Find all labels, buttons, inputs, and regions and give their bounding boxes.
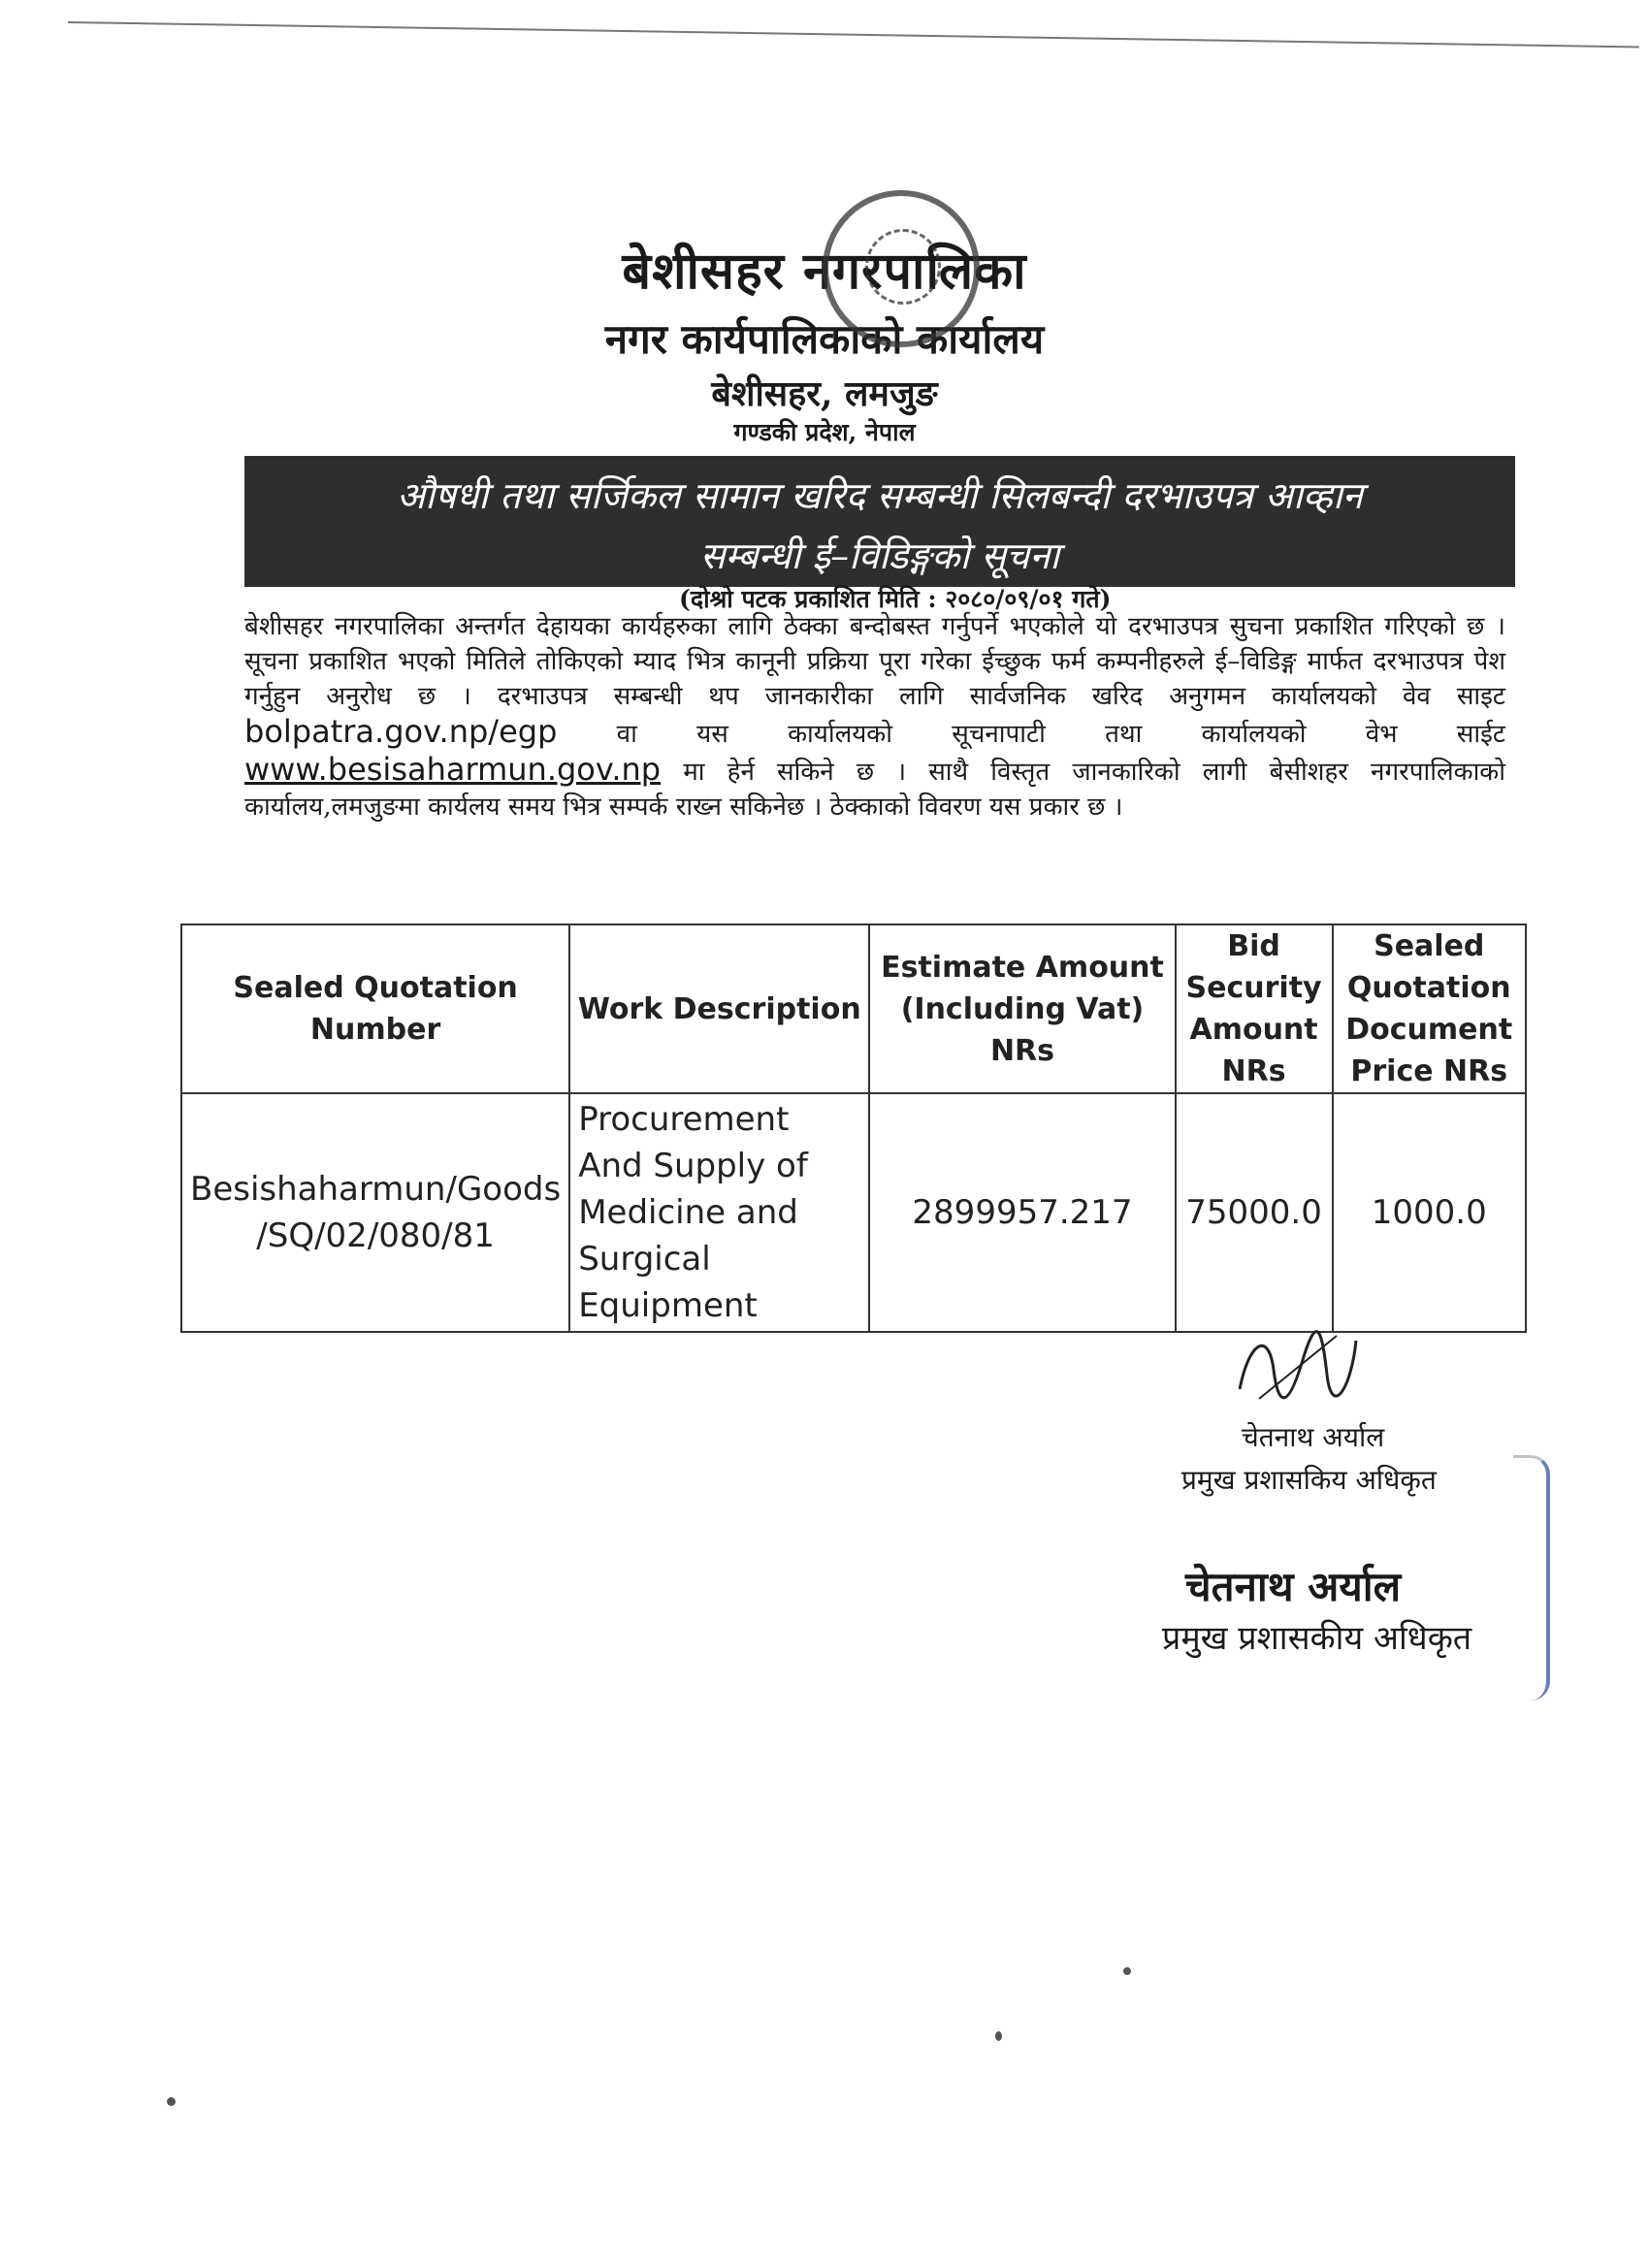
speck-mark (1123, 1967, 1131, 1975)
office-location: बेशीसहर, लमजुङ (711, 373, 938, 414)
table-row (181, 1093, 1526, 1332)
cell-bid-security: 75000.0 (1176, 1093, 1333, 1332)
signature-icon (1230, 1321, 1366, 1418)
table-header-row (181, 924, 1526, 1093)
banner-line-2: सम्बन्धी ई–विडिङ्गको सूचना (699, 535, 1060, 577)
stamp-bracket-mark (1513, 1455, 1550, 1701)
cell-estimate-amount: 2899957.217 (869, 1093, 1175, 1332)
office-name: नगर कार्यपालिकाको कार्यालय (604, 315, 1045, 363)
signatory-name: चेतनाथ अर्याल (1242, 1421, 1385, 1453)
top-edge-line (68, 21, 1639, 48)
province-name: गण्डकी प्रदेश, नेपाल (733, 418, 916, 446)
name-stamp: चेतनाथ अर्याल (1185, 1563, 1402, 1610)
cell-work-description: Procurement And Supply of Medicine and Surgical Equipment (569, 1093, 869, 1332)
header-bid-security: Bid Security Amount NRs (1176, 924, 1333, 1093)
notice-text-1: बेशीसहर नगरपालिका अन्तर्गत देहायका कार्यहरुका लागि ठेक्का बन्दोबस्त गर्नुपर्ने भएकोले यो दरभाउपत्र सुचना प्रकाशित गरिएको छ । सूचना प्रकाशित भएको मितिले तोकिएको म्याद भित्र कानूनी प्रक्रिया पूरा गरेका ईच्छुक फर्म कम्पनीहरुले ई–विडिङ्ग मार्फत दरभाउपत्र पेश गर्नुहुन अनुरोध छ । दरभाउपत्र सम्बन्धी थप जानकारीका लागि सार्वजनिक खरिद अनुगमन कार्यालयको वेव साइट (244, 612, 1505, 711)
header-estimate-amount: Estimate Amount (Including Vat) NRs (869, 924, 1175, 1093)
header-work-description: Work Description (569, 924, 869, 1093)
notice-body (244, 609, 1505, 825)
official-seal-icon (823, 190, 980, 347)
speck-mark (167, 2097, 176, 2106)
title-stamp: प्रमुख प्रशासकीय अधिकृत (1162, 1619, 1472, 1658)
header-document-price: Sealed Quotation Document Price NRs (1333, 924, 1527, 1093)
notice-text-3: मा हेर्न सकिने छ । साथै विस्तृत जानकारिको लागी बेसीशहर नगरपालिकाको कार्यालय,लमजुङमा कार्यलय समय भित्र सम्पर्क राख्न सकिनेछ । ठेक्काको विवरण यस प्रकार छ । (244, 758, 1505, 822)
cell-quotation-number: Besishaharmun/Goods /SQ/02/080/81 (181, 1093, 569, 1332)
bolpatra-link[interactable]: bolpatra.gov.np/egp (244, 713, 558, 750)
tender-table (180, 923, 1527, 1333)
banner-line-1: औषधी तथा सर्जिकल सामान खरिद सम्बन्धी सिलबन्दी दरभाउपत्र आव्हान (397, 474, 1363, 517)
header-quotation-number: Sealed Quotation Number (181, 924, 569, 1093)
cell-document-price: 1000.0 (1333, 1093, 1527, 1332)
municipality-name: बेशीसहर नगरपालिका (622, 242, 1027, 301)
speck-mark (995, 2031, 1002, 2041)
signatory-title: प्रमुख प्रशासकिय अधिकृत (1181, 1464, 1437, 1496)
publication-date: (दोश्रो पटक प्रकाशित मिति : २०८०/०९/०१ गते) (679, 585, 1112, 613)
notice-title-banner (244, 456, 1515, 587)
notice-text-2: वा यस कार्यालयको सूचनापाटी तथा कार्यालयको वेभ साईट (616, 720, 1505, 749)
municipality-website-link[interactable]: www.besisaharmun.gov.np (244, 751, 662, 788)
